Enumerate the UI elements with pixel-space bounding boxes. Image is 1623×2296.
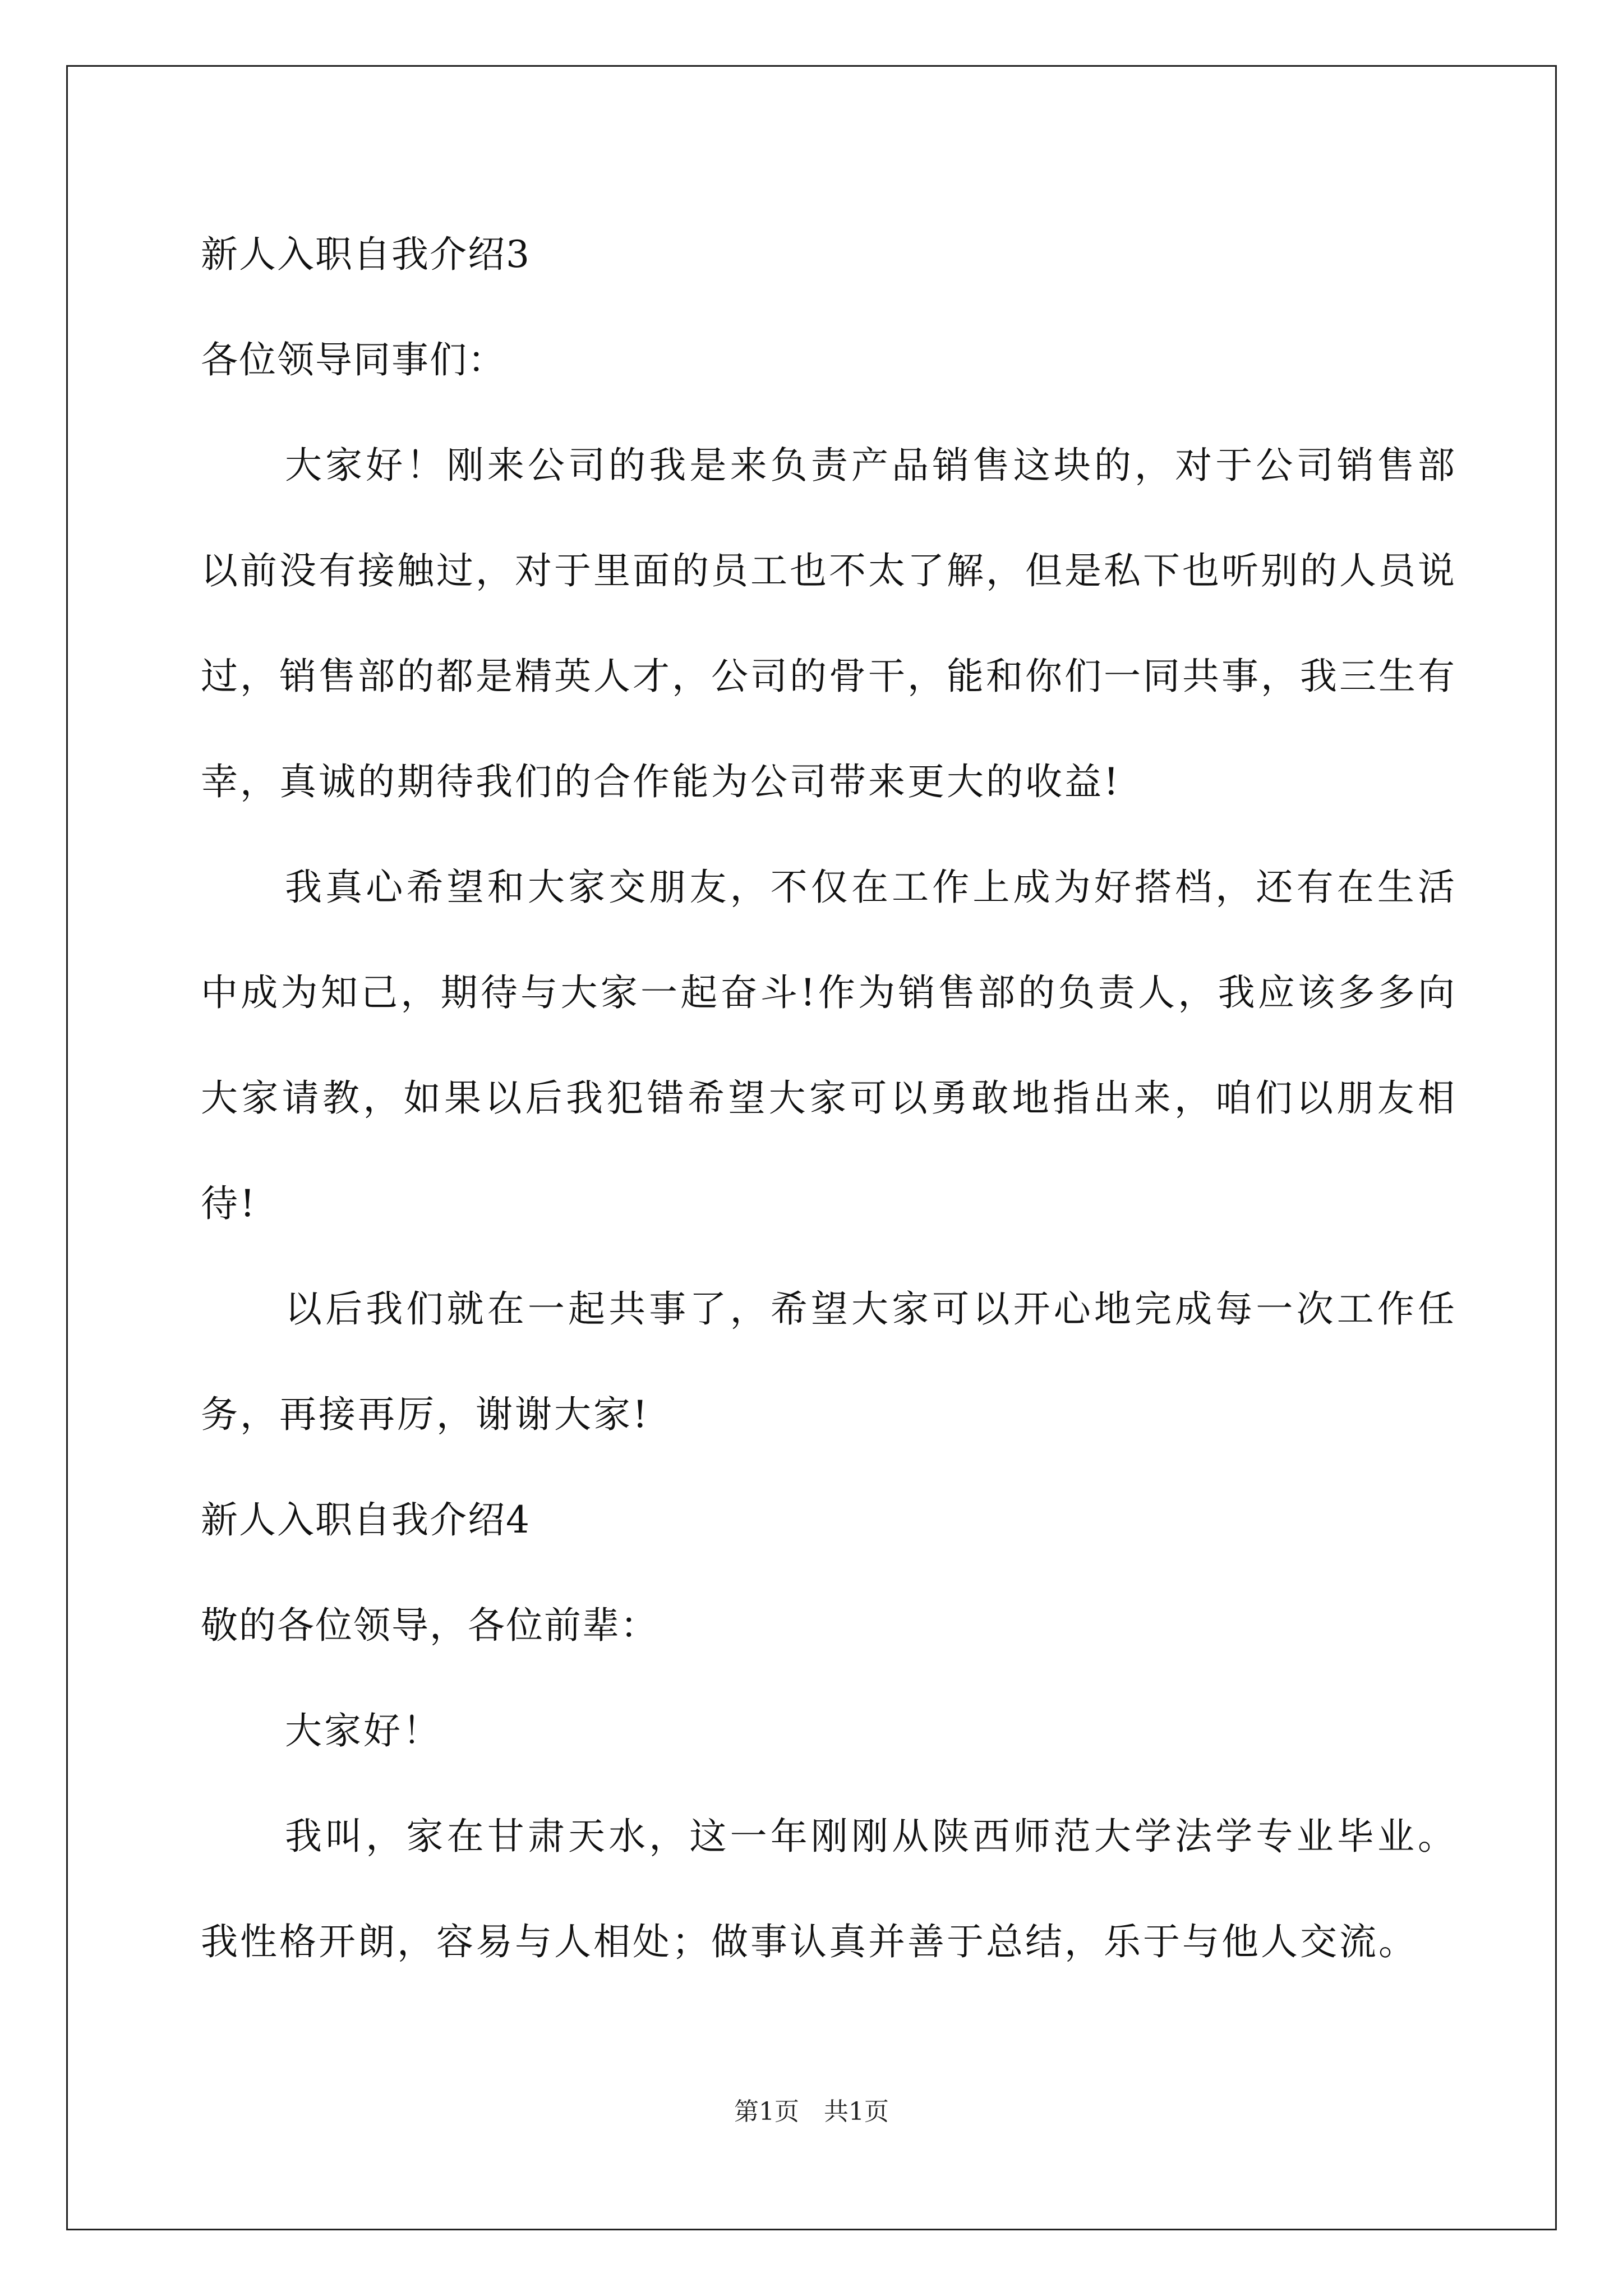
page-total: 共1页 (824, 2097, 889, 2126)
paragraph: 我真心希望和大家交朋友，不仅在工作上成为好搭档，还有在生活中成为知己，期待与大家一起奋斗!作为销售部的负责人，我应该多多向大家请教，如果以后我犯错希望大家可以勇敢地指出来，咱们以朋友相待! (201, 866, 1457, 1225)
paragraph: 大家好！刚来公司的我是来负责产品销售这块的，对于公司销售部以前没有接触过，对于里面的员工也不太了解，但是私下也听别的人员说过，销售部的都是精英人才，公司的骨干，能和你们一同共事，我三生有幸，真诚的期待我们的合作能为公司带来更大的收益! (201, 444, 1457, 803)
salutation-4: 敬的各位领导，各位前辈： (201, 1604, 658, 1647)
paragraph: 我叫，家在甘肃天水，这一年刚刚从陕西师范大学法学专业毕业。我性格开朗，容易与人相处；做事认真并善于总结，乐于与他人交流。 (201, 1815, 1457, 1963)
section-heading-3: 新人入职自我介绍3 (201, 233, 531, 276)
paragraph: 以后我们就在一起共事了，希望大家可以开心地完成每一次工作任务，再接再厉，谢谢大家! (201, 1287, 1457, 1436)
paragraph: 大家好！ (285, 1709, 442, 1752)
page-number: 第1页 (734, 2097, 799, 2126)
section-heading-4: 新人入职自我介绍4 (201, 1498, 531, 1542)
document-body (201, 202, 1457, 1995)
page-footer (0, 2091, 1623, 2127)
salutation-3: 各位领导同事们： (201, 338, 506, 381)
